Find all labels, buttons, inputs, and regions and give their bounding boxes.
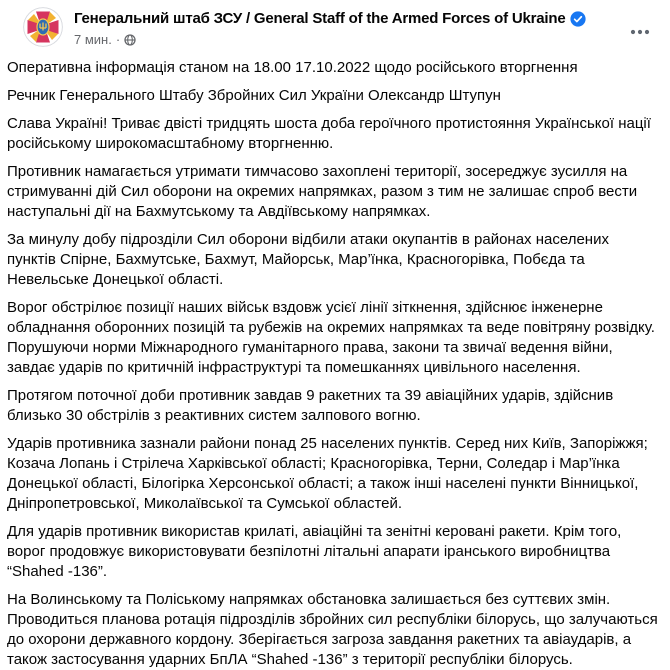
post-paragraph: Ворог обстрілює позиції наших військ вздовж усієї лінії зіткнення, здійснює інженерне обладнання оборонних позицій та рубежів на окремих напрямках та веде повітряну розвідку. Порушуючи норми Міжнародного гуманітарного права, закони та звичаї ведення війни, завдає ударів по критичній інфраструктурі та помешканнях цивільного населення. [7, 299, 655, 376]
post-paragraph: Слава Україні! Триває двісті тридцять шоста доба героїчного протистояння Української нації російському широкомасштабному вторгненню. [7, 115, 651, 152]
post-meta-row [74, 32, 586, 47]
post-header [0, 0, 670, 47]
post-timestamp[interactable]: 7 мин. [74, 32, 112, 47]
page-name-link[interactable]: Генеральний штаб ЗСУ / General Staff of the Armed Forces of Ukraine [74, 10, 566, 27]
ellipsis-icon [630, 23, 650, 38]
globe-public-icon [124, 34, 136, 46]
post-options-button[interactable] [624, 14, 656, 46]
post-paragraph: За минулу добу підрозділи Сил оборони відбили атаки окупантів в районах населених пунктів Спірне, Бахмутське, Бахмут, Майорськ, Мар’їнка, Красногорівка, Побєда та Невельське Донецької області. [7, 231, 609, 288]
post-paragraph: Ударів противника зазнали райони понад 25 населених пунктів. Серед них Київ, Запоріжжя; Козача Лопань і Стрілеча Харківської області; Красногорівка, Терни, Соледар і Мар’їнка Донецької області, Білогірка Херсонської області; а також інші населені пункти Вінницької, Дніпропетровської, Миколаївської та Сумської областей. [7, 435, 648, 512]
post-paragraph: Протягом поточної доби противник завдав 9 ракетних та 39 авіаційних ударів, здійснив близько 30 обстрілів з реактивних систем залпового вогню. [7, 387, 614, 424]
post-body [0, 58, 670, 670]
meta-separator: · [115, 32, 121, 47]
post-paragraph: Речник Генерального Штабу Збройних Сил України Олександр Штупун [7, 87, 501, 104]
ukraine-general-staff-emblem-icon [23, 7, 63, 47]
page-avatar[interactable] [23, 7, 63, 47]
post-paragraph: Для ударів противник використав крилаті, авіаційні та зенітні керовані ракети. Крім того, ворог продовжує використовувати безпілотні літальні апарати іранського виробництва “Shahed -136”. [7, 523, 622, 580]
page-name-row [74, 9, 586, 28]
post-paragraph: Оперативна інформація станом на 18.00 17.10.2022 щодо російського вторгнення [7, 59, 578, 76]
post-paragraph: Противник намагається утримати тимчасово захоплені території, зосереджує зусилля на стримуванні дій Сил оборони на окремих напрямках, разом з тим не залишає спроб вести наступальні дії на Бахмутському та Авдіївському напрямках. [7, 163, 638, 220]
post-paragraph: На Волинському та Поліському напрямках обстановка залишається без суттєвих змін. Проводиться планова ротація підрозділів збройних сил республіки білорусь, що залучаються до охорони державного кордону. Зберігається загроза завдання ракетних та авіаударів, а також застосування ударних БпЛА “Shahed -136” з території республіки білорусь. [7, 591, 658, 668]
verified-badge-icon [570, 11, 586, 27]
post-header-info [74, 7, 586, 47]
